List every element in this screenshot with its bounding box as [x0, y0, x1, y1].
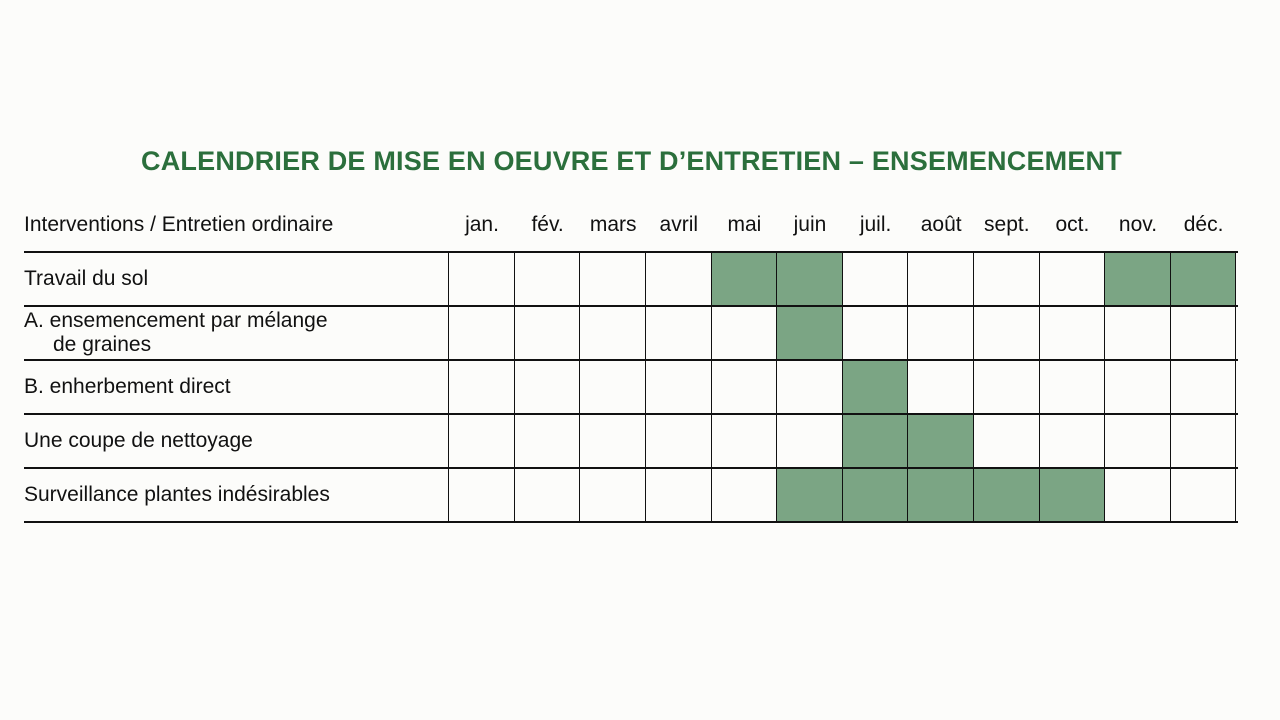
- month-label: mars: [589, 213, 637, 236]
- calendar-cell-active: [974, 468, 1040, 522]
- month-label: fév.: [531, 213, 564, 236]
- month-label: août: [920, 213, 962, 236]
- calendar-cell: [515, 468, 581, 522]
- calendar-cell: [1171, 468, 1237, 522]
- grid-hline: [24, 359, 1238, 361]
- calendar-cell: [711, 306, 777, 360]
- month-label: sept.: [984, 213, 1030, 236]
- calendar-cell: [843, 252, 909, 306]
- calendar-cell: [1171, 414, 1237, 468]
- calendar-cell: [515, 360, 581, 414]
- grid-vline: [776, 252, 777, 522]
- row-label: [24, 375, 231, 399]
- calendar-cell: [777, 414, 843, 468]
- grid-vline: [579, 252, 580, 522]
- month-label: nov.: [1118, 213, 1158, 236]
- calendar-cell-active: [1039, 468, 1105, 522]
- grid-hline: [24, 413, 1238, 415]
- grid-vline: [1104, 252, 1105, 522]
- calendar-cell: [1105, 306, 1171, 360]
- grid-hline: [24, 521, 1238, 523]
- month-label: juil.: [859, 213, 892, 236]
- calendar-cell: [646, 252, 712, 306]
- calendar-cell: [449, 414, 515, 468]
- month-label: juin: [793, 213, 827, 236]
- month-label: mai: [727, 213, 762, 236]
- row-label-text: A. ensemencement par mélange: [24, 309, 328, 332]
- grid-vline: [514, 252, 515, 522]
- calendar-cell: [974, 414, 1040, 468]
- calendar-cell: [449, 468, 515, 522]
- row-label: [24, 483, 330, 507]
- calendar-cell-active: [777, 468, 843, 522]
- calendar-cell: [974, 306, 1040, 360]
- calendar-cell: [1039, 414, 1105, 468]
- calendar-cell-active: [843, 360, 909, 414]
- row-label-text: Une coupe de nettoyage: [24, 429, 253, 452]
- calendar-cell: [1105, 414, 1171, 468]
- month-label: oct.: [1055, 213, 1090, 236]
- grid-vline: [711, 252, 712, 522]
- grid-vline: [448, 252, 449, 522]
- grid-vline: [907, 252, 908, 522]
- month-label: déc.: [1183, 213, 1224, 236]
- calendar-cell: [908, 360, 974, 414]
- calendar-cell-active: [908, 414, 974, 468]
- calendar-cell: [1171, 306, 1237, 360]
- month-label: jan.: [465, 213, 499, 236]
- calendar-cell: [646, 468, 712, 522]
- calendar-cell: [449, 252, 515, 306]
- calendar-cell: [646, 306, 712, 360]
- grid-vline: [842, 252, 843, 522]
- row-label-text: B. enherbement direct: [24, 375, 231, 398]
- calendar-cell: [711, 360, 777, 414]
- row-label: [24, 267, 148, 291]
- calendar-cell: [580, 468, 646, 522]
- calendar-cell: [1171, 360, 1237, 414]
- calendar-cell: [974, 252, 1040, 306]
- row-label-text: Travail du sol: [24, 267, 149, 290]
- calendar-cell: [580, 360, 646, 414]
- calendar-cell: [711, 414, 777, 468]
- page-title: CALENDRIER DE MISE EN OEUVRE ET D’ENTRETIEN – ENSEMENCEMENT: [141, 146, 1122, 176]
- grid-vline: [645, 252, 646, 522]
- calendar-cell: [1039, 360, 1105, 414]
- calendar-cell: [711, 468, 777, 522]
- row-label-text: Surveillance plantes indésirables: [24, 483, 330, 506]
- calendar-cell: [515, 414, 581, 468]
- calendar-cell: [1039, 252, 1105, 306]
- grid-hline: [24, 251, 1238, 253]
- calendar-cell-active: [843, 414, 909, 468]
- calendar-cell-active: [1171, 252, 1237, 306]
- calendar-cell: [580, 414, 646, 468]
- calendar-cell-active: [843, 468, 909, 522]
- grid-vline: [1039, 252, 1040, 522]
- calendar-cell-active: [908, 468, 974, 522]
- calendar-cell-active: [777, 252, 843, 306]
- row-label-text-line2: de graines: [53, 333, 152, 356]
- row-label: [24, 429, 253, 453]
- calendar-cell: [908, 306, 974, 360]
- calendar-cell: [580, 306, 646, 360]
- grid-hline: [24, 305, 1238, 307]
- grid-hline: [24, 467, 1238, 469]
- calendar-cell: [646, 414, 712, 468]
- calendar-cell: [777, 360, 843, 414]
- calendar-cell: [515, 306, 581, 360]
- calendar-cell: [580, 252, 646, 306]
- grid-vline: [1170, 252, 1171, 522]
- calendar-cell: [1105, 468, 1171, 522]
- calendar-cell: [646, 360, 712, 414]
- interventions-header: Interventions / Entretien ordinaire: [24, 213, 334, 236]
- calendar-cell: [1105, 360, 1171, 414]
- calendar-cell-active: [711, 252, 777, 306]
- grid-vline: [973, 252, 974, 522]
- calendar-cell: [908, 252, 974, 306]
- calendar-cell: [1039, 306, 1105, 360]
- calendar-cell: [843, 306, 909, 360]
- calendar-cell-active: [777, 306, 843, 360]
- grid-vline: [1235, 252, 1236, 522]
- row-label: [24, 309, 328, 357]
- calendar-cell: [449, 306, 515, 360]
- month-label: avril: [659, 213, 699, 236]
- calendar-cell: [449, 360, 515, 414]
- calendar-cell-active: [1105, 252, 1171, 306]
- calendar-cell: [974, 360, 1040, 414]
- calendar-cell: [515, 252, 581, 306]
